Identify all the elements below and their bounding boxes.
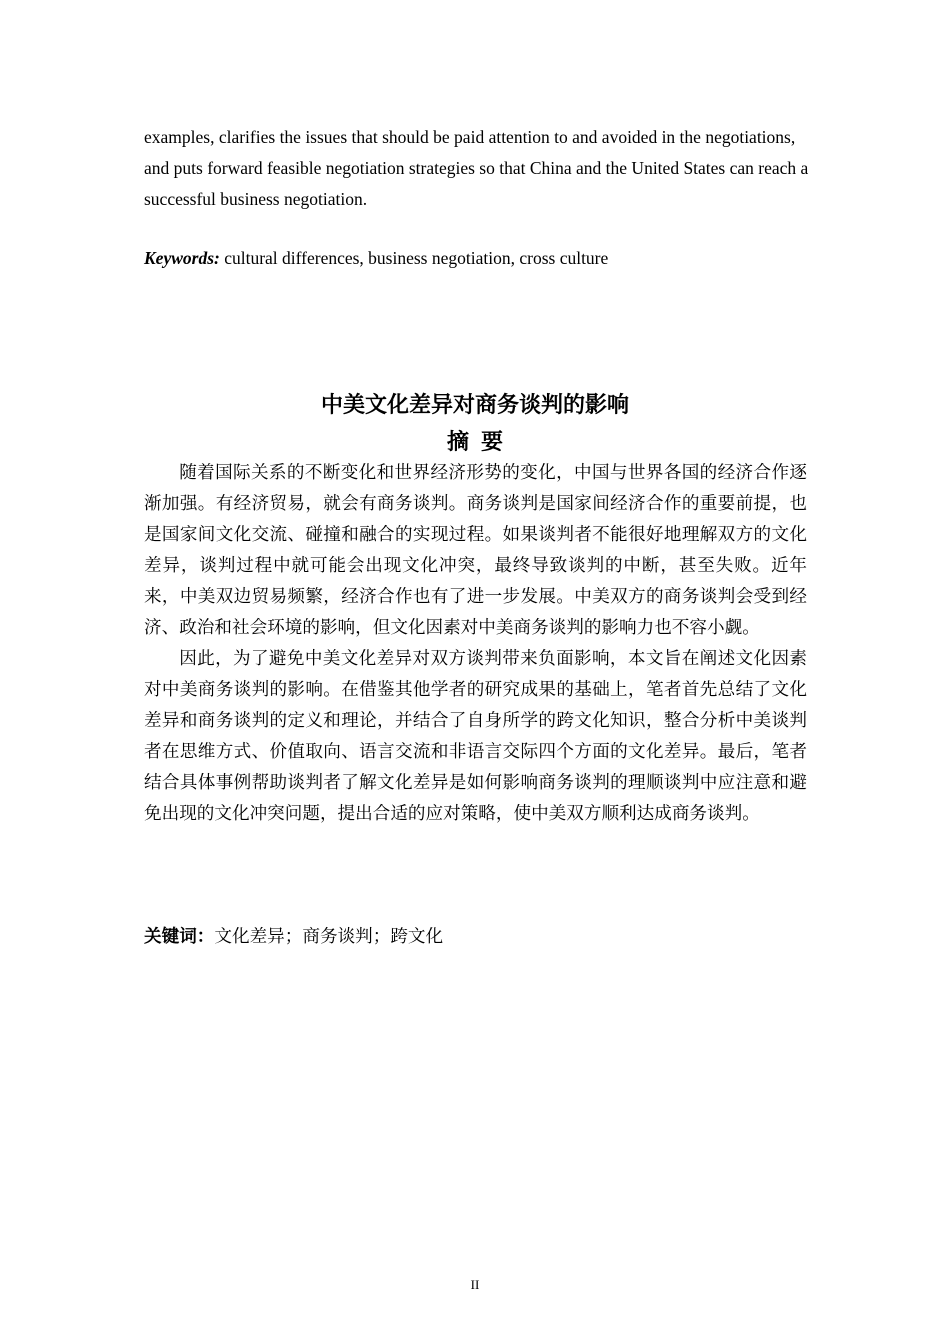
page-number: II: [470, 1277, 480, 1292]
chinese-title: 中美文化差异对商务谈判的影响: [320, 393, 629, 418]
english-keywords-label: Keywords:: [144, 248, 220, 268]
chinese-abstract-paragraph-2: 因此，为了避免中美文化差异对双方谈判带来负面影响，本文旨在阐述文化因素对中美商务谈判的影响。在借鉴其他学者的研究成果的基础上，笔者首先总结了文化差异和商务谈判的定义和理论，并结合了自身所学的跨文化知识，整合分析中美谈判者在思维方式、价值取向、语言交流和非语言交际四个方面的文化差异。最后，笔者结合具体事例帮助谈判者了解文化差异是如何影响商务谈判的理顺谈判中应注意和避免出现的文化冲突问题，提出合适的应对策略，使中美双方顺利达成商务谈判。: [144, 649, 807, 824]
chinese-abstract-body: [144, 458, 807, 830]
english-keywords: [144, 243, 814, 274]
chinese-keywords-label: 关键词：: [144, 927, 215, 947]
english-abstract-continuation: examples, clarifies the issues that should be paid attention to and avoided in the negotiations, and puts forward feasible negotiation strategies so that China and the United States can reach a successful business negotiation.: [144, 127, 809, 209]
chinese-abstract-paragraph-1: 随着国际关系的不断变化和世界经济形势的变化，中国与世界各国的经济合作逐渐加强。有经济贸易，就会有商务谈判。商务谈判是国家间经济合作的重要前提，也是国家间文化交流、碰撞和融合的实现过程。如果谈判者不能很好地理解双方的文化差异，谈判过程中就可能会出现文化冲突，最终导致谈判的中断，甚至失败。近年来，中美双边贸易频繁，经济合作也有了进一步发展。中美双方的商务谈判会受到经济、政治和社会环境的影响，但文化因素对中美商务谈判的影响力也不容小觑。: [144, 463, 807, 638]
chinese-abstract-heading: 摘要: [446, 430, 515, 455]
english-keywords-text: cultural differences, business negotiation, cross culture: [219, 248, 609, 268]
chinese-keywords: [144, 922, 807, 953]
chinese-keywords-text: 文化差异；商务谈判；跨文化: [214, 927, 444, 947]
